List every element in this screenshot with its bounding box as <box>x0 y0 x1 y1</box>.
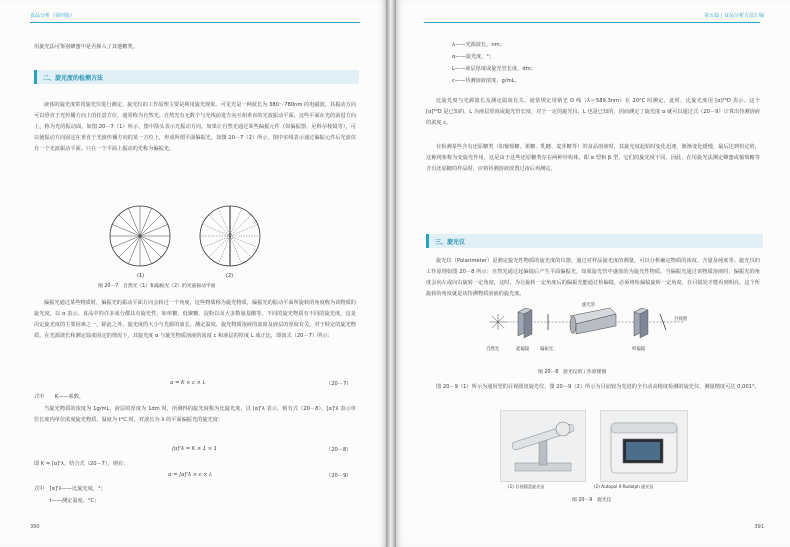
polarization-figure <box>100 202 280 280</box>
right-page <box>396 0 790 547</box>
polarizer-prism <box>518 308 532 338</box>
def-c: c——待测溶液浓度，g/mL。 <box>452 78 520 84</box>
label-eyepiece: 目视窗 <box>674 317 688 322</box>
visual-polarimeter-illustration <box>501 411 585 481</box>
polarimeter-principle-diagram <box>484 302 698 364</box>
header-rule-right <box>424 22 760 23</box>
photo-visual-disc-polarimeter <box>500 410 586 482</box>
section-heading: 二、旋光度的检测方法 <box>43 75 104 82</box>
fig-sub-2: (2) <box>226 273 234 279</box>
figure-20-9-sub2: (2) Autopol II-Rudolph 旋光仪 <box>594 484 654 489</box>
section-heading-bar-right <box>426 234 763 248</box>
figure-20-9-sub1: (1) 目视圆盘旋光仪 <box>508 484 545 489</box>
paragraph-instrument-types: 图 20－9（1）所示为通用型的目视圆盘旋光仪，图 20－9（2）所示为目前较为先进的全自动高精度检测的旋光仪，测量精度可达 0.001°。 <box>436 384 760 390</box>
k-relation-line: 即 K = [α]ᵗλ，结合式（20－7），则有： <box>34 461 129 467</box>
equation-20-8-number: （20－8） <box>326 447 352 453</box>
figure-20-9-caption: 图 20－9 旋光仪 <box>572 498 612 503</box>
sample-tube <box>570 308 616 334</box>
book-gutter <box>386 0 396 547</box>
label-polarizer: 起偏镜 <box>516 347 530 352</box>
def-alpha: α——旋光度，°； <box>452 54 495 60</box>
section-heading-right: 三、旋光仪 <box>435 239 466 246</box>
equation-20-9-number: （20－9） <box>326 473 352 479</box>
equation-20-9: α = [α]ᵗλ × c × L <box>168 472 213 478</box>
paragraph-mutarotation: 在检测某些含有还原糖类（如葡萄糖、果糖、乳糖、麦芽糖等）的食品溶液时，其旋光度起始时变化迅速，渐渐变化缓慢，最后达到恒定值，这种现象称为变旋光作用。这是由于这些还原糖类存在两种异构体，即 α 型和 β 型，它们的旋光度不同。因此，在用旋光法测定蜂蜜或葡萄糖等含有还原糖的样品时，应将待测溶液放置过夜后再测定。 <box>426 144 760 172</box>
paragraph-light: 液体的旋光度常用旋光仪进行测定。旋光仪的工作原理主要是利用旋光现象。可见光是一种波长为 380～780nm 的电磁波，其振动方向可以垂直于光传播方向上的任意方位，通常称为自然光。自然光有无数个与光线前进方向互相垂直的光波振动平面，这些平面在光的前进方向上，称为光的振动面。如图 20－7（1）所示，图中箭头表示光振动方向。如果让自然光通过某些偏振元件（如偏振器、尼科尔棱镜等），可以使振动方向固定在垂直于光波传播方向的某一方位上，形成所谓平面偏振光，如图 20－7（2）所示。图中实线表示通过偏振元件后光波仅有一个光波振动平面。只在一个平面上振动的光称为偏振光。 <box>34 102 356 152</box>
paragraph-polarimeter: 旋光仪（Polarimeter）是测定旋光性物质的旋光度的仪器，通过对样品旋光度的测量，可以分析确定物质的浓度、含量及纯度等。旋光仪的工作原理如图 20－8 所示：自然光通过起偏镜后产生平面偏振光，如果旋光管中盛放的为旋光性物质，当偏振光通过该物质溶液时，偏振光的角度会向左或向右旋转一定角度，这时，为让旋转一定角度后的偏振光能通过检偏镜，必须将检偏镜旋转一定角度，在目镜处才能看到明亮。这个所旋转的角度就是该待测物质溶液的旋光度。 <box>426 258 760 297</box>
fig-sub-1: (1) <box>137 273 145 279</box>
running-head-right: 第五篇 | 食品分析方法汇编 <box>704 13 764 19</box>
natural-light-rays <box>490 314 506 330</box>
equation-20-7-number: （20－7） <box>326 381 352 387</box>
label-polarized-light: 偏振光 <box>540 347 554 352</box>
left-page <box>0 0 386 547</box>
where-t: t——测定温度，°C； <box>34 498 100 504</box>
page-number-right: 391 <box>754 524 764 530</box>
paragraph-sodium-line: 比旋光度与光源波长及测定温度有关。通常规定用钠光 D 线（λ＝589.3nm）在 20°C 时测定，此时，比旋光度用 [α]²⁰D 表示。这个 [α]²⁰D 是已知的，L 为液层厚度或旋光管长度，对于一定的旋光仪，L 也是已知的，因而测定了旋光度 α 就可以通过式（20－9）计算出待测溶液的浓度 c。 <box>426 98 760 126</box>
equation-20-8: [α]ᵗλ = K × 1 × 1 <box>172 446 218 452</box>
paragraph-specific-rotation: 当旋光物质的浓度为 1g/mL、液层的厚度为 1dm 时，所测得的旋光度称为比旋光度，以 [α]ᵗλ 表示，则有式（20－8）。[α]ᵗλ 表示单位长度内单位浓度旋光物质，温度为 t°C 时，对波长为 λ 的平面偏振光的旋光度： <box>34 406 356 423</box>
running-head-left: 食品分析（第四版） <box>30 13 76 19</box>
page-number-left: 390 <box>30 524 40 530</box>
label-natural-light: 自然光 <box>486 347 500 352</box>
label-sample-tube: 旋光管 <box>582 303 596 308</box>
figure-20-8-caption: 图 20－8 旋光仪的工作原理图 <box>538 370 607 375</box>
natural-light-circle <box>110 206 170 266</box>
paragraph-rotation: 偏振光通过某些物质时，偏振光的振动平面方向会转过一个角度，这些物质称为旋光物质，偏振光的振动平面所旋转的角度称为该物质的旋光度，以 α 表示。食品中的许多成分都具有旋光性，如单糖、低聚糖、淀粉以及大多数氨基酸等。不同的旋光物质有不同的旋光度，这是决定旋光度的主要因素之一，除此之外，旋光度的大小与光源的波长、测定温度、旋光物质溶液的浓度及液层的厚度有关。对于特定的旋光物质，在光源波长和测定温度固定的情况下，其旋光度 α 与旋光物质溶液的浓度 c 和液层的厚度 L 成正比，即如式（20－7）所示： <box>34 300 356 339</box>
def-lambda: λ——光源波长，nm； <box>452 42 505 48</box>
section-heading-bar <box>34 70 359 84</box>
where-k: 式中 K——系数。 <box>34 394 85 400</box>
figure-20-7-caption: 图 20－7 自然光（1）和偏振光（2）的光波振动平面 <box>98 284 216 289</box>
equation-20-7: α = K × c × L <box>170 380 206 386</box>
label-analyzer: 检偏镜 <box>632 347 646 352</box>
def-l: L——液层厚度或旋光管长度，dm； <box>452 66 536 72</box>
polarized-light-circle <box>200 206 260 266</box>
analyzer-prism <box>634 308 648 338</box>
intro-line: 用旋光法可鉴别蜂蜜中是否掺入了其他糖类。 <box>34 44 138 50</box>
where-alpha: 式中 [α]ᵗλ——比旋光度，°； <box>34 486 106 492</box>
autopol-illustration <box>601 411 687 481</box>
header-rule-left <box>30 22 360 23</box>
photo-autopol-polarimeter <box>600 410 688 482</box>
